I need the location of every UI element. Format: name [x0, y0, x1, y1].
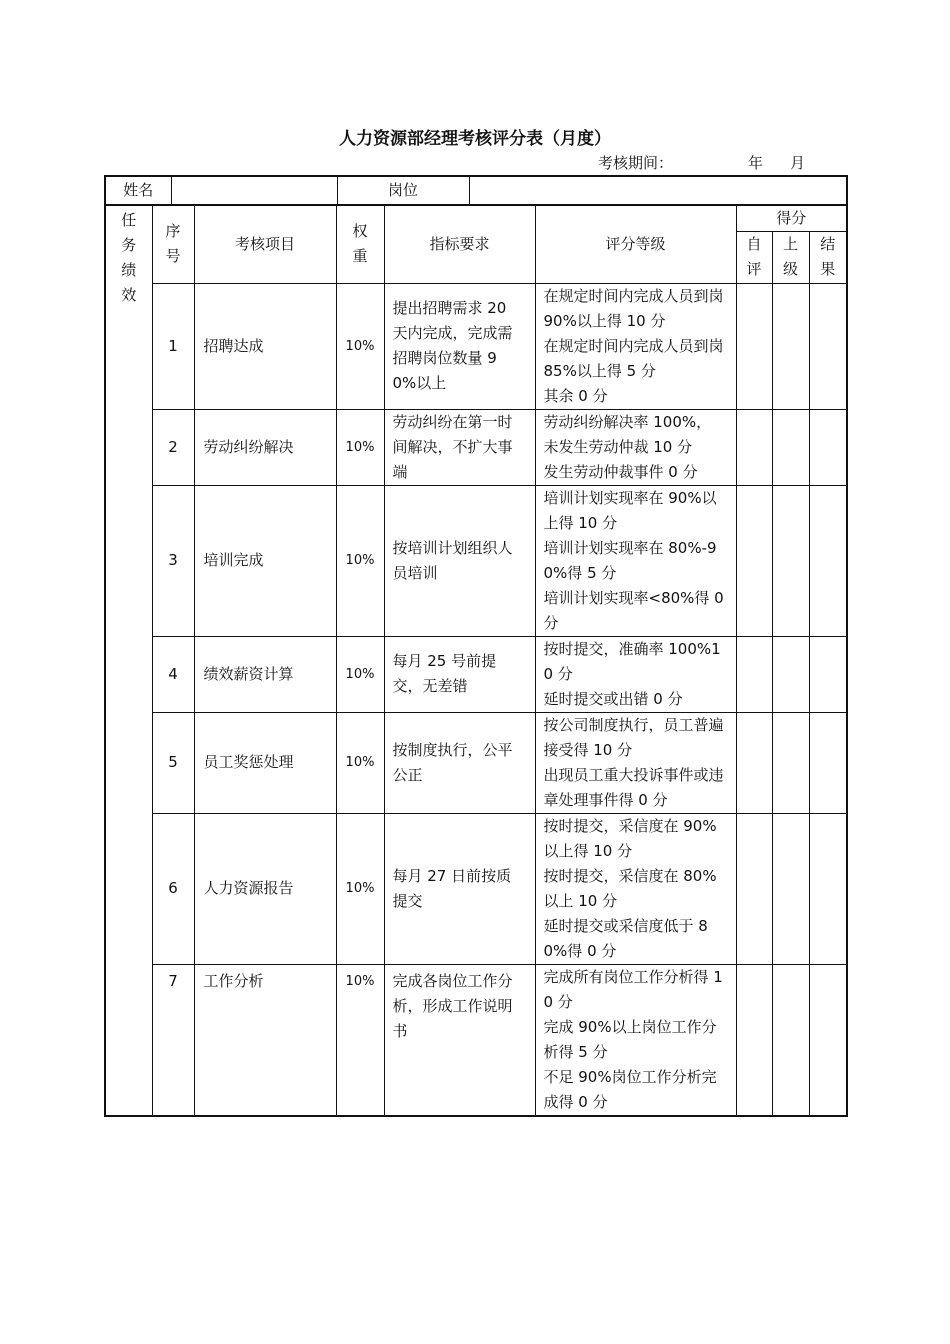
col-self-char: 自 [746, 235, 762, 253]
section-label-char: 务 [121, 235, 137, 254]
col-grading-header: 评分等级 [535, 205, 736, 283]
score-superior-cell[interactable] [772, 712, 809, 813]
row-item: 员工奖惩处理 [194, 712, 336, 813]
col-requirement-header: 指标要求 [384, 205, 535, 283]
grading-line: 完成所有岗位工作分析得 10 分 [543, 967, 723, 1011]
row-item: 招聘达成 [194, 283, 336, 409]
form-title: 人力资源部经理考核评分表（月度） [339, 129, 611, 149]
row-requirement: 按制度执行，公平公正 [384, 712, 535, 813]
score-result-cell[interactable] [809, 409, 847, 485]
row-grading [535, 813, 736, 964]
score-superior-cell[interactable] [772, 964, 809, 1116]
period-label: 考核期间： [598, 154, 674, 172]
section-label [105, 205, 152, 1116]
score-self-cell[interactable] [736, 712, 772, 813]
grading-line: 延时提交或采信度低于 80%得 0 分 [543, 916, 708, 960]
col-superior-char: 上 [782, 235, 798, 253]
row-seq: 2 [152, 409, 194, 485]
row-requirement: 劳动纠纷在第一时间解决，不扩大事端 [384, 409, 535, 485]
score-self-cell[interactable] [736, 813, 772, 964]
row-item: 培训完成 [194, 485, 336, 636]
row-item: 人力资源报告 [194, 813, 336, 964]
table-row [105, 636, 847, 712]
score-result-cell[interactable] [809, 636, 847, 712]
row-grading [535, 636, 736, 712]
row-seq: 4 [152, 636, 194, 712]
row-grading [535, 712, 736, 813]
table-row [105, 409, 847, 485]
name-field[interactable] [171, 176, 337, 204]
grading-line: 在规定时间内完成人员到岗 85%以上得 5 分 [543, 336, 724, 380]
score-self-cell[interactable] [736, 636, 772, 712]
score-superior-cell[interactable] [772, 409, 809, 485]
row-item: 工作分析 [194, 964, 336, 1116]
grading-line: 出现员工重大投诉事件或违章处理事件得 0 分 [543, 765, 724, 809]
col-seq-char: 号 [165, 247, 181, 265]
period-month-label: 月 [790, 154, 806, 172]
grading-line: 按时提交，采信度在 90%以上得 10 分 [543, 816, 717, 860]
row-seq: 5 [152, 712, 194, 813]
row-seq: 3 [152, 485, 194, 636]
grading-line: 培训计划实现率<80%得 0 分 [543, 588, 724, 632]
col-superior-header [772, 231, 809, 283]
grading-line: 按时提交，采信度在 80%以上 10 分 [543, 866, 717, 910]
score-self-cell[interactable] [736, 964, 772, 1116]
table-row [105, 964, 847, 1116]
col-weight-char: 权 [352, 222, 368, 240]
grading-line: 完成 90%以上岗位工作分析得 5 分 [543, 1017, 717, 1061]
section-label-char: 任 [121, 210, 137, 229]
row-weight: 10% [336, 485, 384, 636]
col-seq-header [152, 205, 194, 283]
score-result-cell[interactable] [809, 283, 847, 409]
row-weight: 10% [336, 409, 384, 485]
score-superior-cell[interactable] [772, 636, 809, 712]
row-grading [535, 964, 736, 1116]
section-label-char: 效 [121, 285, 137, 304]
score-self-cell[interactable] [736, 409, 772, 485]
section-label-char: 绩 [121, 260, 137, 279]
score-result-cell[interactable] [809, 485, 847, 636]
grading-line: 按时提交，准确率 100%10 分 [543, 639, 721, 683]
grading-line: 培训计划实现率在 90%以上得 10 分 [543, 488, 717, 532]
row-item: 劳动纠纷解决 [194, 409, 336, 485]
score-superior-cell[interactable] [772, 283, 809, 409]
col-result-char: 果 [820, 260, 836, 278]
score-self-cell[interactable] [736, 485, 772, 636]
col-weight-char: 重 [352, 247, 368, 265]
name-label: 姓名 [105, 176, 171, 204]
row-weight: 10% [336, 712, 384, 813]
row-seq: 1 [152, 283, 194, 409]
score-superior-cell[interactable] [772, 485, 809, 636]
col-score-header: 得分 [736, 205, 847, 231]
assessment-sheet [104, 175, 846, 1117]
col-seq-char: 序 [165, 222, 181, 240]
row-weight: 10% [336, 283, 384, 409]
row-grading [535, 283, 736, 409]
row-weight: 10% [336, 813, 384, 964]
col-self-char: 评 [746, 260, 762, 278]
assessment-table [104, 205, 848, 1117]
row-requirement: 完成各岗位工作分析，形成工作说明书 [384, 964, 535, 1116]
table-row [105, 283, 847, 409]
score-result-cell[interactable] [809, 813, 847, 964]
grading-line: 其余 0 分 [543, 386, 608, 405]
table-row [105, 485, 847, 636]
row-grading [535, 485, 736, 636]
row-requirement: 每月 25 号前提交，无差错 [384, 636, 535, 712]
position-label: 岗位 [337, 176, 469, 204]
row-weight: 10% [336, 964, 384, 1116]
row-seq: 6 [152, 813, 194, 964]
grading-line: 劳动纠纷解决率 100%，未发生劳动仲裁 10 分 [543, 412, 712, 456]
col-superior-char: 级 [782, 260, 798, 278]
score-result-cell[interactable] [809, 712, 847, 813]
grading-line: 不足 90%岗位工作分析完成得 0 分 [543, 1067, 717, 1111]
col-self-header [736, 231, 772, 283]
row-weight: 10% [336, 636, 384, 712]
header-table [104, 175, 848, 205]
row-requirement: 提出招聘需求 20 天内完成，完成需招聘岗位数量 90%以上 [384, 283, 535, 409]
col-result-char: 结 [820, 235, 836, 253]
grading-line: 培训计划实现率在 80%-90%得 5 分 [543, 538, 717, 582]
grading-line: 延时提交或出错 0 分 [543, 689, 683, 708]
period-year-label: 年 [748, 154, 764, 172]
score-superior-cell[interactable] [772, 813, 809, 964]
table-row [105, 813, 847, 964]
col-item-header: 考核项目 [194, 205, 336, 283]
table-row [105, 712, 847, 813]
row-seq: 7 [152, 964, 194, 1116]
position-field[interactable] [469, 176, 847, 204]
row-item: 绩效薪资计算 [194, 636, 336, 712]
col-result-header [809, 231, 847, 283]
score-self-cell[interactable] [736, 283, 772, 409]
grading-line: 发生劳动仲裁事件 0 分 [543, 462, 698, 481]
grading-line: 在规定时间内完成人员到岗 90%以上得 10 分 [543, 286, 724, 330]
row-requirement: 每月 27 日前按质提交 [384, 813, 535, 964]
row-requirement: 按培训计划组织人员培训 [384, 485, 535, 636]
col-weight-header [336, 205, 384, 283]
row-grading [535, 409, 736, 485]
score-result-cell[interactable] [809, 964, 847, 1116]
grading-line: 按公司制度执行，员工普遍接受得 10 分 [543, 715, 724, 759]
